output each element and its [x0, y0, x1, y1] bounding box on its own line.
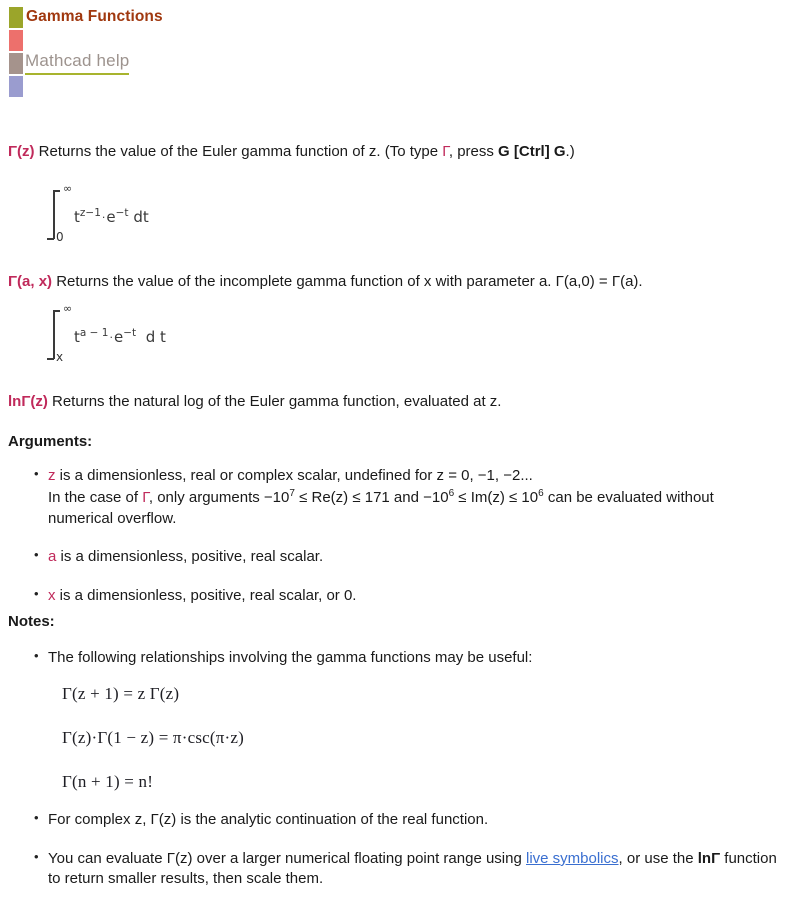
notes-heading-wrap: [8, 612, 55, 632]
gamma-ax-integral: [44, 302, 166, 364]
integral-sign-icon: [44, 302, 73, 364]
integrand-differential: dt: [133, 208, 149, 226]
argument-var-x: x: [48, 586, 56, 604]
argument-z-mid-3: ≤ Im(z) ≤ 10: [454, 489, 539, 507]
gamma-ax-description: [8, 272, 778, 292]
gamma-z-integral: [44, 182, 149, 244]
document-header: [0, 0, 785, 110]
argument-z-sup-3: 6: [538, 488, 544, 500]
integrand-exponent-1: a − 1: [79, 327, 109, 339]
gamma-ax-text: Returns the value of the incomplete gamma function of x with parameter a. Γ(a,0) = Γ(a).: [52, 273, 643, 290]
integrand-exponent-2: −t: [115, 207, 129, 219]
note-complex-continuation: For complex z, Γ(z) is the analytic continuation of the real function.: [48, 811, 489, 829]
live-symbolics-link[interactable]: live symbolics: [526, 849, 619, 867]
list-item: [34, 466, 780, 529]
argument-text-x: is a dimensionless, positive, real scalar, or 0.: [55, 586, 357, 604]
gamma-z-function-name: Γ(z): [8, 143, 35, 160]
note-eval-suffix: function to return smaller results, then scale them.: [48, 849, 777, 888]
argument-z-end: can be evaluated without numerical overflow.: [48, 489, 714, 527]
integrand-exponent-2: −t: [123, 327, 137, 339]
list-item: [34, 648, 780, 668]
integral-upper-limit: ∞: [63, 182, 73, 195]
gamma-glyph: Γ: [442, 143, 449, 160]
mathcad-help-link[interactable]: Mathcad help: [25, 51, 129, 75]
gamma-z-text-before: Returns the value of the Euler gamma function of z. (To type: [34, 143, 443, 160]
argument-text-z: is a dimensionless, real or complex scalar, undefined for z = 0, −1, −2...: [55, 467, 533, 484]
integrand-base-e: e: [106, 208, 116, 226]
integrand-base-t: t: [74, 328, 80, 346]
relationship-formula-list: [8, 684, 780, 792]
gamma-glyph: Γ: [142, 489, 149, 507]
arguments-heading-wrap: [8, 432, 92, 452]
notes-section: [8, 648, 780, 904]
notes-intro-text: The following relationships involving the gamma functions may be useful:: [48, 649, 533, 666]
integral-lower-limit: 0: [56, 230, 64, 244]
argument-z-sup-2: 6: [448, 488, 455, 500]
swatch-salmon: [9, 30, 23, 51]
swatch-periwinkle: [9, 76, 23, 97]
argument-z-range-1: [149, 489, 295, 506]
color-swatch-column: [9, 7, 23, 99]
swatch-taupe: [9, 53, 23, 74]
list-item: [34, 547, 780, 567]
integrand-expression: [70, 186, 149, 226]
gamma-z-text-mid: , press: [448, 143, 499, 160]
ln-gamma-section: [8, 392, 778, 412]
note-eval-mid: , or use the: [618, 849, 698, 867]
notes-list-continued: [8, 810, 780, 889]
argument-z-detail: [48, 488, 780, 529]
multiply-dot: ·: [109, 331, 113, 344]
list-item: [34, 586, 780, 606]
gamma-ax-section: [8, 272, 778, 292]
arguments-list: [8, 466, 780, 606]
note-ln-gamma-name: lnΓ: [697, 849, 721, 867]
list-item: [34, 810, 780, 830]
argument-var-z: z: [48, 467, 56, 484]
argument-var-a: a: [48, 548, 57, 566]
ln-gamma-function-name: lnΓ(z): [8, 393, 48, 410]
ln-gamma-description: [8, 392, 778, 412]
gamma-z-section: [8, 142, 778, 162]
ln-gamma-text: Returns the natural log of the Euler gamma function, evaluated at z.: [47, 393, 502, 410]
formula-gamma-recurrence: Γ(z + 1) = z Γ(z): [62, 684, 180, 704]
swatch-olive: [9, 7, 23, 28]
argument-z-detail-prefix: In the case of: [48, 489, 143, 507]
integral-sign-icon: [44, 182, 73, 244]
argument-z-mid-1: , only arguments −10: [148, 489, 290, 507]
integrand-base-t: t: [74, 208, 80, 226]
integral-upper-limit: ∞: [63, 302, 73, 315]
integrand-base-e: e: [113, 328, 124, 346]
integrand-differential: d t: [145, 328, 166, 346]
argument-z-sup-1: 7: [289, 488, 295, 500]
notes-list: [8, 648, 780, 668]
integrand-expression: [70, 306, 166, 346]
integral-lower-limit: x: [56, 350, 64, 364]
gamma-z-description: [8, 142, 778, 162]
gamma-z-shortcut: G [Ctrl] G: [498, 143, 566, 160]
notes-heading: Notes:: [8, 613, 55, 630]
formula-gamma-reflection: Γ(z)·Γ(1 − z) = π·csc(π·z): [62, 728, 244, 748]
multiply-dot: ·: [101, 211, 106, 224]
note-eval-prefix: You can evaluate Γ(z) over a larger numerical floating point range using: [48, 849, 526, 867]
argument-text-a: is a dimensionless, positive, real scalar.: [56, 548, 324, 566]
gamma-z-text-after: .): [565, 143, 575, 160]
gamma-ax-function-name: Γ(a, x): [8, 273, 53, 290]
integrand-exponent-1: z−1: [79, 207, 101, 219]
arguments-section: [8, 466, 780, 620]
formula-gamma-factorial: Γ(n + 1) = n!: [62, 772, 154, 792]
argument-z-mid-2: ≤ Re(z) ≤ 171 and −10: [294, 489, 449, 507]
page-title: Gamma Functions: [26, 8, 163, 25]
list-item: [34, 849, 780, 890]
arguments-heading: Arguments:: [8, 433, 93, 450]
